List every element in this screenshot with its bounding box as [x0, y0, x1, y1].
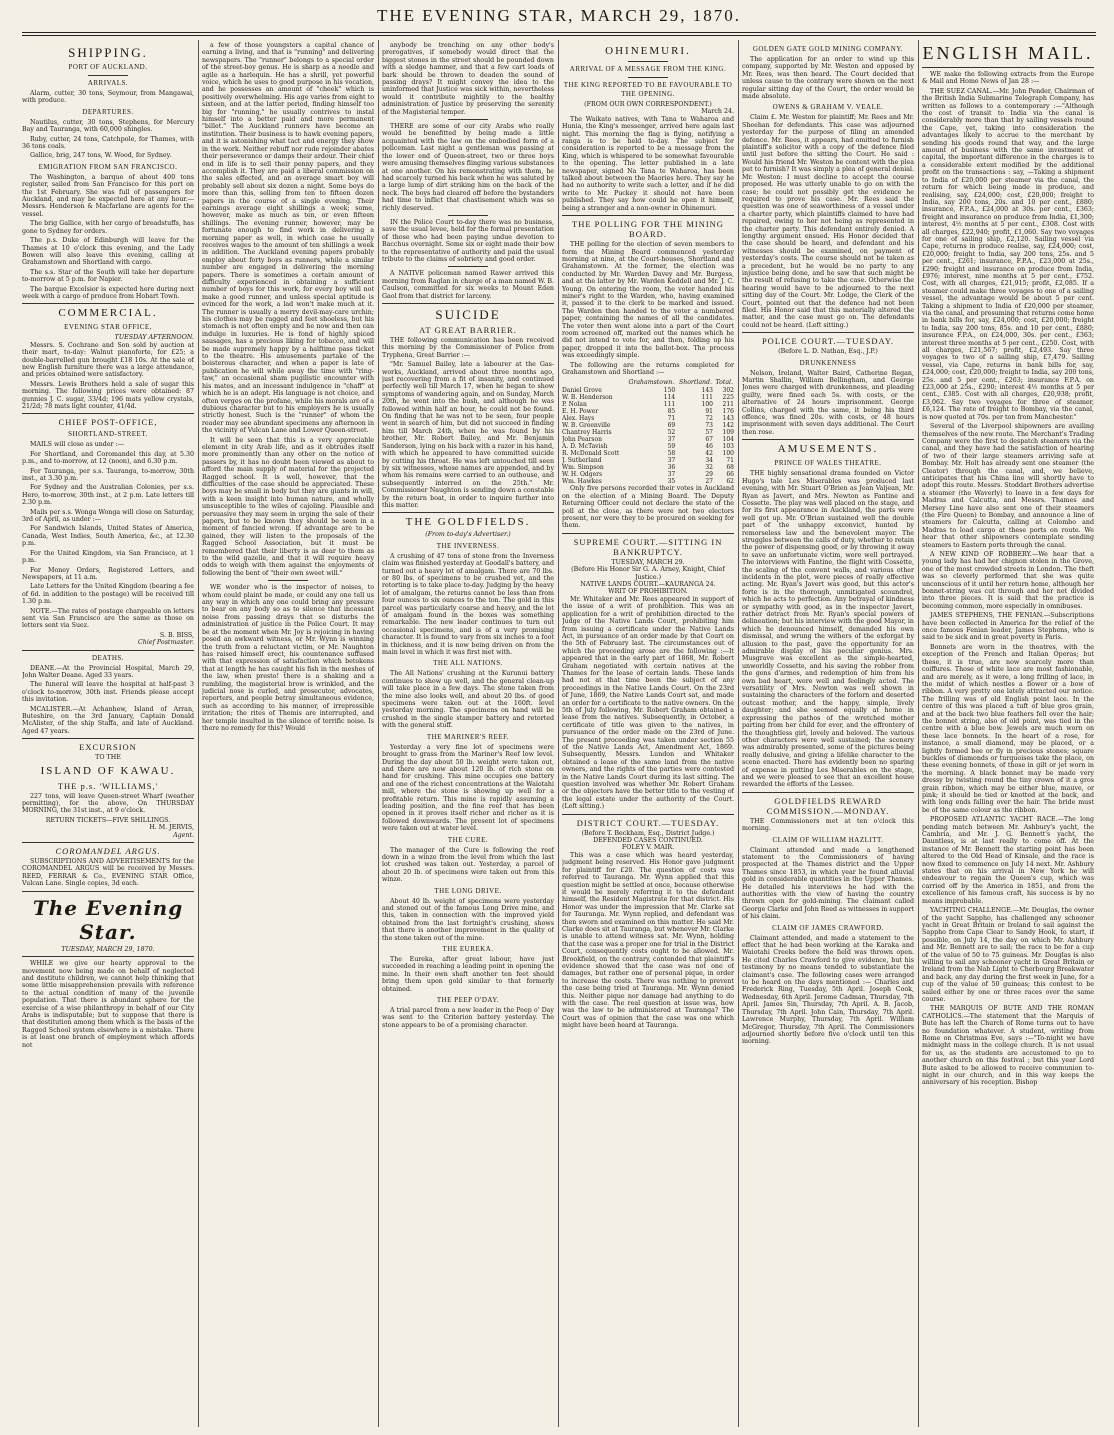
emigration-item: The Washington, a barque of about 400 tons register, sailed from San Francisco for this port on the 1st February. She was full of passengers for Auckland, and may be expected here at any hour.—Messrs. Henderson & Macfarlane are agents for the vessel. — [22, 173, 194, 218]
candidate-name: R. McDonald Scott — [562, 450, 620, 458]
commercial-heading: COMMERCIAL. — [58, 307, 158, 320]
commercial-item: Messrs. S. Cochrane and Son sold by auction at their mart, to-day: Walnut pianoforte, for £25; a double-barrelled gun brought £18 10s. At the sale of new English furniture there was a large attendance, and prices obtained were satisfactory. — [22, 341, 194, 379]
vote-count: 37 — [667, 471, 676, 479]
postmaster-name: S. B. BISS, — [159, 631, 194, 639]
separator — [562, 215, 734, 216]
article-paragraph: anybody be trenching on any other body's prerogatives, if somebody would direct that the biggest stones in the street should be pounded down with a sledge hammer, and that a few cart loads of bark should be thrown to deaden the sound of passing drays? It might convey the idea to the uninformed that Justice was sick within, nevertheless would it contribute mightily to the healthy administration of Justice by preserving the serenity of the Magisterial temper. — [382, 42, 554, 116]
vote-count: 111 — [701, 394, 713, 402]
vote-count: 176 — [722, 408, 734, 416]
english-mail-paragraph: A NEW KIND OF ROBBERY.—We hear that a young lady has had her chignon stolen in the Grove, one of the most crowded streets in London. The theft was so cleverly performed that she was quite unconscious of it until her return home, although her bonnet-string was cut through and her net divided into three pieces. It is said that the practice is becoming common, more especially in omnibuses. — [922, 551, 1094, 610]
vote-count: 71 — [726, 457, 734, 465]
vote-count: 32 — [705, 464, 713, 472]
district-court-text: This was a case which was heard yesterday, judgment being reserved. His Honor gave judgment for plaintiff for £20. The question of costs was referred to Tauranga. Mr. Wynn applied that this question might be settled at once, because otherwise it would be merely referring it to the defendant himself, the Resident Magistrate for that district. His Honor was under the impression that Mr. Clarke sat for Tauranga. Mr. Wynn replied, and defendant was then sworn and examined on this matter. He said Mr. Clarke does sit at Tauranga, but whenever Mr. Clarke is unable to attend witness sat. Mr. Wynn, holding that the case was a proper one for trial in the District Court, consequently costs ought to be allowed. Mr. Brookfield, on the contrary, contended that plaintiff's evidence showed that the case was not one of damages, but rather one of personal pique, in order to increase the costs. There was nothing to prevent the case being tried at Tauranga. Mr. Wynn denied this. Neither pique nor damage had anything to do with the case. The real question at issue was, how was the law to be administered at Tauranga? The Court was of opinion that the case was one which might have been heard at Tauranga. — [562, 851, 734, 1030]
longdrive-text: About 40 lb. weight of specimens were yesterday and stoned out of the famous Long Drive mine, and this, taken in connection with the improved yield obtained from the last fortnight's crushing, shows that there is another improvement in the quality of the stone taken out of the mine. — [382, 897, 554, 942]
english-mail-heading: ENGLISH MAIL. — [922, 43, 1094, 63]
vote-count: 62 — [726, 478, 734, 486]
supreme-court-writ: WRIT OF PROHIBITION. — [608, 588, 688, 596]
postmaster-title: Chief Postmaster. — [137, 639, 194, 647]
vote-count: 37 — [667, 436, 676, 444]
owens-case-text: Claim £. Mr. Weston for plaintiff; Mr. Rees and Mr. Sheehan for defendants. This case was adjourned yesterday for the purpose of filing an amended defence. Mr. Rees, it appears, had omitted to furnish plaintiff's solicitor with a copy of the defence filed until just before the sitting the Court. He said : Would his friend Mr. Weston be content with the plea put to furnish? It was simply a plea of general denial. Mr. Weston: I must decline to accept the course proposed. He was utterly unable to go on with the case; he could not possibly get the evidence he required to prove his case. Mr. Rees said the question was one of seaworthiness of a vessel under a charter party, which plaintiffs claimed to have had repaired, owing to her not being as represented in the charter party. This defendant entirely denied. A lengthy argument ensued. His Honor decided that the case should be heard, and defendant and his witnesses should be examined, on payment of yesterday's costs. The course should not be taken as a precedent, but he would be no party to any injustice being done, and he saw that such might be the result of refusing to take the case. Otherwise the hearing would have to be adjourned to the next sitting day of the Court. Mr. Lodge, the Clerk of the Court, pointed out that the defence had not been filed. His Honor said that this materially altered the matter, and the case must go on. The defendants could not be heard. (Left sitting.) — [742, 114, 914, 329]
article-paragraph: A NATIVE policeman named Rawer arrived this morning from Raglan in charge of a man named W. B. Caulson, committed for six weeks to Mount Eden Gaol from that district for larceny. — [382, 270, 554, 300]
table-header: Shortland. — [678, 379, 712, 387]
post-item: For Sandwich Islands, United States of America, Canada, West Indies, South America, &c., at 12.30 p.m. — [22, 525, 194, 548]
separator — [22, 891, 194, 892]
separator — [382, 512, 554, 513]
vote-count: 71 — [667, 415, 676, 423]
vote-count: 225 — [722, 394, 734, 402]
departure-item: Ruby, cutter, 24 tons, Catchpole, for Thames, with 36 tons coals. — [22, 135, 194, 151]
owens-case-heading: OWENS & GRAHAM V. VEALE. — [772, 103, 884, 112]
crawford-claim-heading: CLAIM OF JAMES CRAWFORD. — [772, 923, 884, 932]
candidate-name: Wm. Hawkes — [562, 478, 602, 486]
ohinemuri-date: March 24. — [701, 108, 734, 116]
departure-item: Nautilus, cutter, 30 tons, Stephens, for Mercury Bay and Tauranga, with 60,000 shingles. — [22, 118, 194, 134]
polling-text: The following are the returns completed for Grahamstown and Shortland :— — [562, 361, 734, 376]
post-item: For Shortland, and Coromandel this day, at 5.30 p.m., and to-morrow, at 12 (noon), and 6.30 p.m. — [22, 450, 194, 466]
supreme-court-case: NATIVE LANDS COURT.—KAURANGA 24. — [580, 581, 716, 589]
allnations-text: The All Nations' crushing at the Kurunui battery continues to show up well, and the general clean-up will take place in a few days. The stone taken from the mine also looks well, and about 20 lbs. of good specimens were taken out at the 160ft. level yesterday morning. The specimens on hand will be crushed in the single stamper battery and retorted with the general stuff. — [382, 670, 554, 730]
emigration-heading: EMIGRATION FROM SAN FRANCISCO. — [38, 162, 178, 171]
crawford-claim-text: Claimant attended, and made a statement to the effect that he had been working at the Karaka and Waiotahi Creeks before the field was thrown open. He cited Charles Crawford to give evidence, but his testimony by no means tended to substantiate the claimant's case. The following cases were arranged to be heard on the days mentioned :— Charles and Frederick Ring, Tuesday, 5th April. Joseph Cook, Wednesday, 6th April. Jerome Cadman, Thursday, 7th April. James Sin, Thursday, 7th April. A. B. Jacob, Thursday, 7th April. John Cain, Thursday, 7th April. Lawrence Murphy, Thursday, 7th April. William McGregor, Thursday, 7th April. The Commissioners adjourned shortly before five o'clock until ten this morning. — [742, 934, 914, 1046]
supreme-court-date: TUESDAY, MARCH 29. — [611, 558, 685, 566]
table-row — [562, 394, 734, 401]
table-row — [562, 401, 734, 408]
table-row — [562, 478, 734, 485]
candidate-name: Alex. Hays — [562, 415, 595, 423]
english-mail-paragraph: WE make the following extracts from the Europe & Mail and Home News of Jan 28 :— — [922, 71, 1094, 86]
separator — [562, 533, 734, 534]
suicide-paragraph: "Mr. Samuel Bailey, late a labourer at the Gas-works, Auckland, arrived about three months ago, just recovering from a fit of insanity, and continued perfectly well till March 17, when he began to show symptoms of wandering again, and on Sunday, March 20th, he went into the bush, and although he was followed within half an hour, he could not be found. On finding that he was not to be seen, four people went in search of him, but did not succeed in finding him till March 24th, when he was found by his brother, Mr. Robert Bailey, and Mr. Benjamin Sanderson, lying on his back with a razor in his hand, with which he appeared to have committed suicide by cutting his throat. He was left untouched till seen by six witnesses, whose names are appended, and by whom his remains were carried to an outhouse, and subsequently interred on the 25th." Mr. Commissioner Naughton is sending down a constable by the return boat, in order to inquire further into this matter. — [382, 361, 554, 509]
vote-count: 109 — [722, 429, 734, 437]
goldfields-source: (From to-day's Advertiser.) — [425, 531, 511, 539]
separator — [448, 266, 488, 267]
english-mail-paragraph: Several of the Liverpool shipowners are availing themselves of the new route. The Merchant's Trading Company were the first to despatch steamers via the canal, and they have had the satisfaction of hearing of two of their large steamers arriving safe at Bombay. Mr. Holt has already sent one steamer (the Cleator) through the canal, and, we believe, anticipates that his China line will shortly have to adopt this route. Messrs. Stoddart Brothers advertise a steamer (the Waverly) to leave in a few days for Madras and Calcutta, and Messrs. Thames and Mersey Line have also sent one of their steamers (the Fire Queen) to Bombay, and announce a line of steamers for Calcutta, calling at Colombo and Madras to load cargo at these ports on route. We hear that other shipowners contemplate sending steamers to Eastern ports through the canal. — [922, 423, 1094, 549]
post-item: NOTE.—The rates of postage chargeable on letters sent via San Francisco are the same as those on letters sent via Suez. — [22, 607, 194, 630]
article-paragraph: THERE are some of our city Arabs who really would be benefitted by being made a little acquainted with the law on the embodied form of a policeman. Last night a gentleman was passing at the lower end of Queen-street, two or three boys were amusing themselves flinging various substances at one another. On his remonstrating with them, he had scarcely turned his back when he was saluted by a large lump of dirt striking him on the back of the neck. The boys had cleared off before the bystanders had time to inflict that chastisement which was so richly deserved. — [382, 123, 554, 212]
vote-count: 302 — [722, 387, 734, 395]
vote-count: 35 — [667, 478, 676, 486]
goldfields-heading: THE GOLDFIELDS. — [405, 516, 531, 529]
vote-count: 46 — [705, 443, 713, 451]
post-item: Mails per s.s. Wonga Wonga will close on Saturday, 3rd of April, as under :— — [22, 508, 194, 524]
table-row — [562, 436, 734, 443]
article-paragraph: IN the Police Court to-day there was no business, save the usual levee, held for the formal presentation of those who had been paying undue devotion to Bacchus overnight. Some six or eight made their bow to the representative of authority and paid the usual tribute to the claims of sobriety and good order. — [382, 218, 554, 263]
column-shipping — [22, 42, 194, 1425]
mariners-text: Yesterday a very fine lot of specimens were brought to grass from the Mariner's Reef low level. During the day about 50 lb. weight were taken out, and there are now about 120 lb. of rich stone on hand for crushing. This mine occupies one battery and one of the richest concentrations at the Waiotahi mill, where the stone is showing up well for a profitable return. This mine is rapidly assuming a leading position, and the fine reef that has been opened in it proves itself richer and richer as it is followed downwards. The present lot of specimens were taken out at water level. — [382, 743, 554, 833]
vote-count: 42 — [705, 450, 713, 458]
cure-text: The manager of the Cure is following the reef down in a winze from the level from which the last lot crushed was taken out. Yesterday, a parcel of about 20 lb. of specimens were taken out from this winze. — [382, 846, 554, 884]
vote-count: 59 — [667, 443, 676, 451]
hazlitt-claim-heading: CLAIM OF WILLIAM HAZLITT. — [772, 835, 884, 844]
masthead-rule-lower — [22, 35, 1096, 36]
separator — [22, 956, 194, 957]
english-mail-paragraph: THE SUEZ CANAL.—Mr. John Pender, Chairman of the British India Submarine Telegraph Company, has written as follows to a contemporary :—"Although the cost of transit to India via the canal is considerably more than that by sailing vessels round the Cape, yet, taking into consideration the advantages likely to accrue to the merchant by sending his goods round that way, and the large amount of business with the same investment of capital, the important difference in the charges is to a considerable extent modified by the additional profit on the transactions : say, —Taking a shipment to India of £20,000 per steamer via the canal, the return for which being made in produce, and realising, say, £24,000; cost, £20,000; freight to India, say 200 tons, 20s. and 10 per cent., £880; insurance, F.P.A., £24,000 at 30s. per cent., £363; freight and insurance on produce from India, £1,300; interest, 4½ months at 5 per cent., £308. Cost with all charges, £22,940; profit, £1,060. Say two voyages for one of sailing ship, £2,120. Sailing vessel via Cape, returns in produce realise, say, £24,000; cost, £20,000; freight to India, say 200 tons, 25s. and 5 per cent., £261; insurance, F.P.A., £23,000 at 25s., £290; freight and insurance on produce from India, £976; interest, nine months at 5 per cent., £752. Cost, with all charges, £21,915; profit, £2,085. If a steamer could make three voyages to one of a sailing vessel, the advantage would be about 5 per cent. Taking a shipment to India of £20,000 per steamer, via the canal, and presuming that returns come home in bank bills for, say, £24,000; cost, £20,000; freight to India, say 200 tons, 85s. and 10 per cent., £880; insurance F.P.A., on £24,000, 30s. per cent., £363; interest three months at 5 per cent., £250. Cost, with all charges, £21,567; profit, £2,493. Say three voyages to two of a sailing ship, £7,479. Sailing vessel, via Cape, returns in bank bills for, say, £24,000; cost, £20,000; freight to India, say 200 tons, 25s. and 5 per cent., £263; insurance F.P.A. on £23,000 at 25s., £290; interest 4½ months at 5 per cent., £385. Cost with all charges, £20,938; profit, £3,062. Say two voyages for three of steamer, £6,124. The rate of freight to Bombay, via the canal, is now quoted at 70s. per ton from Manchester." — [922, 87, 1094, 421]
candidate-name: A. D. McTavish — [562, 443, 608, 451]
district-court-parties: FOLEY V. MAIR. — [621, 844, 675, 852]
article-paragraph: It will be seen that this is a very appreciable element in city Arab life, and as it obtrudes itself more prominently than any other on the notice of passers by, it has no doubt been viewed as about to afford the main supply of material for the projected Ragged school. It is well, however, that the difficulties of the case should be appreciated. These boys may be small in body but they are giants in will, with a keen insight into human nature, and wholly unsusceptible to the wiles of cajoling. Plausible and persuasive they may seem in urging the sale of their papers, but to be known they should be seen in a moment of fancied wrong. If advantage are to be gained, they will listen to the proposals of the Ragged School Association, but it must be remembered that their liberty is as dear to them as to the wild gazelle, and that it will require heavy odds to weigh with them against the enjoyments of following the bent of "their own sweet will." — [202, 436, 374, 577]
death-notice: The funeral will leave the hospital at half-past 3 o'clock to-morrow, 30th inst. Friends please accept this invitation. — [22, 681, 194, 704]
golden-gate-heading: GOLDEN GATE GOLD MINING COMPANY. — [752, 45, 904, 53]
vote-count: 36 — [667, 464, 676, 472]
table-header-row — [562, 378, 734, 387]
vote-count: 66 — [726, 471, 734, 479]
excursion-return: RETURN TICKETS—FIVE SHILLINGS. — [45, 816, 171, 824]
masthead-rule — [22, 32, 1096, 33]
departures-heading: DEPARTURES. — [82, 107, 134, 116]
ohinemuri-heading: OHINEMURI. — [605, 45, 691, 57]
argus-text: SUBSCRIPTIONS AND ADVERTISEMENTS for the COROMANDEL ARGUS will be received by Messrs. REED, FERRAR & Co., EVENING STAR Office, Vulcan Lane. Single copies, 3d each. — [22, 858, 194, 888]
departure-item: Gallice, brig, 247 tons, W. Wood, for Sydney. — [30, 152, 172, 160]
ohinemuri-text: The Waikato natives, with Tana te Waharoa and Hunia, the King's messenger, arrived here again last night. This morning the flag is flying, notifying a ranga is to be held to-day. The subject for consideration is reported to be a message from the King, which is whispered to be somewhat favourable to the opening. The letter published in a late newspaper, signed Na Tana te Waharoa, has been talked about between the Maories here. They say he had no authority to write such a letter, and if he did write to Mr. Puckey it should not have been published. They say how could he open it himself, being a stranger and a non-owner in Ohinemuri. — [562, 115, 734, 212]
candidate-name: John Pearson — [562, 436, 602, 444]
amusements-text: THE highly sensational drama founded on Victor Hugo's tale Les Miserables was produced last evening, with Mr. Stuart O'Brien as Jean Valjean, Mr. Ryan as Javert, and Mrs. Newton as Fantine and Cossette. The play was well placed on the stage, and for its first appearance in Auckland, the parts were well got up. Mr. O'Brian sustained well the double part of the unhappy exconvict, hunted by remorseless law and the benevolent mayor. The struggles between the calls of duty, whether to retain the power of dispensing good, or by throwing it away to save an unfortunate victim, were well portrayed. The interviews with Fantine, the flight with Cossette, the scaling of the convent walls, and various other incidents in the plot, were pieces of really effective acting. Mr. Ryan's Javert was good, but this actor's forte is in the thorough, unmitigated scoundrel, which he acts to perfection. Any betrayal of kindness or sympathy with good, as in the inspector Javert, rather detract from Mr. Ryan's special powers of delineation; but his interview with the good Mayor, in which he denounced himself, demanded his own dismissal, and wrung the withers of the exforgat by allusion to the past, gave the opportunity for an admirable display of his peculiar genius. Mrs. Musgrave was excellent as the simple-hearted, unworldly Cossette, and his saving the robber from the gens d'armes, and redemption of him from his own bad heart, were well and feelingly acted. The versatility of Mrs. Newton was well shown in sustaining the characters of the forlorn and deserted outcast mother, and the happy, simple, lively daughter; and she seemed equally at home in expressing the pathos of the wretched mother parting from her child for ever, and the effrontery of the thoughtless girl, lovely and beloved. The various other characters were well sustained; the scenery was admirably presented, some of the pictures being really delusive, and giving a lifelike character to the scene enacted. There has evidently been no sparing of expense in putting Les Miserables on the stage, and we were pleased to see that an excellent house rewarded the efforts of the Lessee. — [742, 470, 914, 789]
vote-count: 29 — [705, 471, 713, 479]
candidate-name: E. H. Power — [562, 408, 599, 416]
candidate-name: Wm. Simpson — [562, 464, 604, 472]
peep-heading: THE PEEP O'DAY. — [436, 996, 500, 1005]
theatre-heading: PRINCE OF WALES THEATRE. — [774, 459, 882, 468]
separator — [448, 119, 488, 120]
cure-heading: THE CURE. — [447, 835, 489, 844]
reward-commission-text: THE Commissioners met at ten o'clock this morning. — [742, 817, 914, 833]
amusements-heading: AMUSEMENTS. — [777, 443, 879, 456]
table-row — [562, 471, 734, 478]
post-office-heading: CHIEF POST-OFFICE, — [58, 417, 158, 428]
separator — [382, 303, 554, 304]
separator — [22, 738, 194, 739]
district-court-before: (Before T. Beckham, Esq., District Judge.) — [581, 829, 715, 837]
vote-count: 72 — [705, 415, 713, 423]
candidate-name: W. B. Greenville — [562, 422, 611, 430]
column-news — [382, 42, 554, 1425]
table-row — [562, 464, 734, 471]
candidate-name: Daniel Grove — [562, 387, 602, 395]
column-courts-amusements-mail — [922, 42, 1094, 1425]
separator — [22, 650, 194, 651]
separator — [22, 303, 194, 304]
separator — [22, 842, 194, 843]
suicide-subheading: AT GREAT BARRIER. — [419, 325, 517, 335]
table-row — [562, 450, 734, 457]
excursion-agent-title: Agent. — [173, 831, 194, 839]
vote-count: 100 — [722, 450, 734, 458]
polling-text: THE polling for the election of seven members to form the Mining Board commenced yesterday morning at nine, at the Court-houses, Shortland and Grahamstown. At the former, the election was conducted by Mr. Warden Davey and Mr. Burgess, and at the latter by Mr. Warden Keddell and Mr. J. C. Young. On entering the room, the voter handed his miner's right to the Warden, who, having examined it, passed it to the clerk to be marked and issued. The Warden then handed to the voter a numbered paper, containing the names of all the candidates. The voter then went alone into a part of the Court room screened off, marked out the names which he did not intend to vote for, and then, folding up his paper, dropped it into the ballot-box. The process was exceedingly simple. — [562, 241, 734, 360]
vote-count: 104 — [722, 436, 734, 444]
separator — [562, 814, 734, 815]
death-notice: DEANE.—At the Provincial Hospital, March 29, John Walter Deane. Aged 33 years. — [22, 664, 194, 679]
column-ohinemuri-courts — [562, 42, 734, 1425]
english-mail-paragraph: JAMES STEPHENS, THE FENIAN.—Subscriptions have been collected in America for the relief of the once famous Fenian leader, James Stephens, who is said to be sick and in great poverty in Paris. — [922, 612, 1094, 642]
separator — [742, 792, 914, 793]
post-office-subheading: SHORTLAND-STREET. — [68, 430, 148, 439]
vote-count: 37 — [667, 457, 676, 465]
eureka-heading: THE EUREKA. — [442, 945, 494, 954]
argus-heading: COROMANDEL ARGUS. — [55, 846, 161, 857]
ohinemuri-subheading-2: THE KING REPORTED TO BE FAVOURABLE TO THE OPENING. — [563, 81, 733, 98]
police-court-before: (Before L. D. Nathan, Esq., J.P.) — [778, 348, 878, 356]
post-item: For Sydney and the Australian Colonies, per s.s. Hero, to-morrow, 30th inst., at 2 p.m. Late letters till 2.30 p.m. — [22, 484, 194, 507]
excursion-agent-name: H. M. JERVIS, — [149, 824, 194, 832]
suicide-paragraph: THE following communication has been received this morning by the Commissioner of Police from Tryphena, Great Barrier :— — [382, 337, 554, 359]
vote-count: 85 — [667, 408, 676, 416]
column-divider — [738, 40, 739, 1427]
police-court-heading: POLICE COURT.—TUESDAY. — [761, 336, 895, 347]
excursion-island: ISLAND OF KAWAU. — [40, 764, 176, 777]
post-item: For the United Kingdom, via San Francisco, at 1 p.m. — [22, 549, 194, 565]
candidate-name: W. H. Odgers — [562, 471, 603, 479]
page-masthead: THE EVENING STAR, MARCH 29, 1870. — [376, 6, 742, 25]
vote-count: 34 — [705, 457, 713, 465]
column-divider — [198, 40, 199, 1427]
table-row — [562, 415, 734, 422]
vote-count: 73 — [705, 422, 713, 430]
vote-count: 150 — [663, 387, 676, 395]
allnations-heading: THE ALL NATIONS. — [433, 659, 503, 668]
vote-count: 52 — [667, 429, 676, 437]
emigration-item: The barque Excelsior is expected here during next week with a cargo of produce from Hobart Town. — [22, 285, 194, 300]
separator — [922, 67, 1094, 68]
table-header — [562, 378, 624, 387]
excursion-heading: EXCURSION — [79, 742, 137, 753]
date-line: TUESDAY, MARCH 29, 1870. — [61, 945, 155, 953]
vote-count: 143 — [722, 415, 734, 423]
reward-commission-heading: GOLDFIELDS REWARD COMMISSION.—MONDAY. — [766, 795, 890, 816]
column-courts-amusements — [742, 42, 914, 1425]
article-paragraph: WE wonder who is the inspector of noises, to whom could plaint be made, or could any one tell us any way in which any one could bring any pressure to bear on any body so as to silence that incessant noise from passing drays that so disturbs the administration of justice in the Police Court. It may be at the moment when Mr. Joy is rejoicing in having posed an awkward witness, or Mr. Wynn is winning the truth from a reluctant victim, or Mr. Naughton has raised himself erect, his countenance suffused with that expression of satisfaction which betokens that at length he has caught his fish in the meshes of the law, when presto! there is a shaking and a rumbling, the magisterial brow is wrinkled, and the judicial nose is curled, and prosecutor, advocates, reporters, and people betray simultaneous evidence, such as according to his manner, of irrepressible irritation; the rites of Themis are interrupted, and her temple insulted in the silence of terrific noise. Is there no remedy for this? Would — [202, 584, 374, 732]
vote-count: 103 — [722, 443, 734, 451]
excursion-text: 227 tons, will leave Queen-street Wharf (weather permitting), for the above, On THURSDAY MORNING, the 31st inst., at 9 o'clock. — [22, 792, 194, 815]
death-notice: MCALISTER.—At Achanhew, Island of Arran, Buteshire, on the 3rd January, Captain Donald McAlister, of the ship Staffa, and late of Auckland. Aged 47 years. — [22, 705, 194, 735]
eureka-text: The Eureka, after great labour, have just succeeded in reaching a leading point in opening the mine. In their own shaft another ten feet should bring them upon gold similar to that formerly obtained. — [382, 956, 554, 993]
polling-heading: THE POLLING FOR THE MINING BOARD. — [572, 219, 724, 240]
suicide-heading: SUICIDE — [435, 307, 501, 322]
leader-article: WHILE we give our hearty approval to the movement now being made on behalf of neglected and destitute children, we cannot help thinking that some little misapprehension prevails with reference to the actual condition of many of the juvenile population. That there is abundant sphere for the exercise of a wise philanthropy in behalf of our City Arabs is indisputable; but to suppose that there is that destitution among them which is the basis of the Ragged School system elsewhere is a mistake. There is at least one branch of employment which affords not — [22, 960, 194, 1049]
english-mail-paragraph: Bonnets are worn in the theatres, with the exception of the French and Italian Operas; but these, it is true, are now scarcely more than coiffures. Those of white lace are most fashionable, and are merely, as it were, a long frilling of lace, in the midst of which nestles a flower or a bow of ribbon. A very pretty one lately attracted our notice. The frilling was of old English point lace. In the centre of this was placed a tuft of blue gros grain, and at the back two blue feathers fell over the hair; the bonnet string, also of old point, was tied in the centre with a blue bow. Jewels are much worn on these lace bonnets. In the heart of a rose, for instance, a small diamond, may be placed, or a lightly formed bee or fly in precious stones; square buckles of diamonds or turquoises take the place, on these evening bonnets, of those in gilt or jet worn in the morning. A black bonnet may be made very dressy by twisting round the tiny crown of it a gros grain ribbon, which may be either blue, mauve, or pink; it should be tied or knotted at the back, and with long ends falling over the hair. The bride must be of the same colour as the ribbon. — [922, 643, 1094, 814]
candidate-name: W. B. Henderson — [562, 394, 613, 402]
supreme-court-before: (Before His Honor Sir G. A. Arney, Knight, Chief Justice.) — [571, 566, 725, 581]
post-item: Late Letters for the United Kingdom (bearing a fee of 6d. in addition to the postage) will be received till 1.30 p.m. — [22, 583, 194, 606]
table-row — [562, 443, 734, 450]
separator — [22, 413, 194, 414]
peep-text: A trial parcel from a new leader in the Peep o' Day was sent to the Criterion battery yesterday. The stone appears to be of a promising character. — [382, 1007, 554, 1029]
ohinemuri-correspondent: (FROM OUR OWN CORRESPONDENT.) — [584, 101, 712, 108]
separator — [742, 439, 914, 440]
ohinemuri-subheading: ARRIVAL OF A MESSAGE FROM THE KING. — [569, 65, 727, 73]
post-item: MAILS will close as under :— — [30, 441, 124, 449]
arrivals-heading: ARRIVALS. — [87, 79, 129, 87]
candidate-name: J. Sutherland — [562, 457, 602, 465]
post-item: For Tauranga, per s.s. Tauranga, to-morrow, 30th inst., at 3.30 p.m. — [22, 467, 194, 483]
separator — [448, 215, 488, 216]
table-header: Total. — [715, 379, 733, 387]
vote-count: 142 — [722, 422, 734, 430]
hazlitt-claim-text: Claimant attended and made a lengthened statement to the Commissioners of having prospected at the Thames district and the Upper Thames since 1853, in which year he found alluvial gold in considerable quantities in the Upper Thames. He detailed his interviews he had with the authorities with the view of having the country thrown open for gold-mining. The claimant called George Clarke and John Reed as witnesses in support of his claim. — [742, 846, 914, 921]
table-row — [562, 429, 734, 436]
separator — [628, 61, 668, 62]
inverness-heading: THE INVERNESS. — [436, 541, 500, 550]
vote-count: 143 — [701, 387, 713, 395]
separator — [88, 75, 128, 76]
vote-count: 211 — [722, 401, 734, 409]
supreme-court-text: Mr. Whitaker and Mr. Rees appeared in support of the issue of a writ of prohibition. This was an application for a writ of prohibition directed to the Judge of the Native Lands Court, prohibiting him from issuing a certificate under the Native Lands Act, in pursuance of an order made by that Court on the 5th of February last. The circumstances out of which the proceeding arose are the following :—It appeared that in the early part of 1868, Mr. Robert Graham negotiated with certain natives at the Thames for the lease of certain lands. These lands had not at that time been the subject of any proceedings in the Native Lands Court. On the 23rd of June, 1869, the Native Lands Court sat, and made an order for a certificate to the native owners. On the 5th of July following, Mr. Robert Graham obtained a lease from the natives. Subsequently, in October, a certificate of title was given to the natives, in pursuance of the order made on the 23rd of June. The present proceeding was taken under section 55 of the Native Lands Act, Amendment Act, 1869. Subsequently, Messrs. Lundon and Whitaker obtained a lease of the same land from the native owners, and the rights of the parties were contested in the Native Lands Court during its last sitting. The question involved was whether Mr. Robert Graham or the objectors have the better title to the vesting of the legal estate under the authority of the Court. (Left sitting.) — [562, 595, 734, 811]
supreme-court-heading: SUPREME COURT.—SITTING IN BANKRUPTCY. — [573, 536, 723, 557]
vote-count: 69 — [667, 422, 676, 430]
district-court-case: DEFENDED CASES CONTINUED. — [593, 837, 703, 845]
emigration-item: The s.s. Star of the South will take her departure to-morrow at 5 p.m. for Napier. — [22, 268, 194, 284]
column-divider — [918, 40, 919, 1427]
separator — [628, 77, 668, 78]
excursion-to: TO THE — [95, 754, 121, 762]
english-mail-paragraph: THE MARQUIS OF BUTE AND THE ROMAN CATHOLICS.—The statement that the Marquis of Bute has left the Church of Rome turns out to have no foundation whatever. A student, writing from Rome on Christmas Eve, says :—"To-night we have midnight mass in the college church. It is not usual for us, as the students are accustomed to go to another church on this festival ; but this year Lord Bute asked to be allowed to receive communion to-night in our church, and in this way keeps the anniversary of his reception. Bishop — [922, 1005, 1094, 1087]
deaths-heading: DEATHS. — [91, 653, 125, 662]
english-mail-paragraph: YACHTING CHALLENGE.—Mr. Douglas, the owner of the yacht Sappho, has challenged any schooner yacht in Great Britain or Ireland to sail against the Sappho from Cape Clear to Sandy Hook, to start, if possible, on July 14, the day on which Mr. Ashbury and Mr. Bennett are to sail; the race to be for a cup of the value of 50 to 75 guineas. Mr. Douglas is also willing to sail any schooner yacht in Great Britain or Ireland from the Nab Light to Cherbourg Breakwater and back, any day during the first week in June, for a cup of the value of 50 guineas; this contest to be sailed either by one or three races over the same course. — [922, 907, 1094, 1003]
column-divider — [378, 40, 379, 1427]
police-court-text: Nelson, Ireland, Walter Baird, Catherine Regan, Martin Shallin, William Bellingham, and George Jones were charged with drunkenness, and pleading guilty, were fined each 5s. with costs, or the alternative of 24 hours imprisonment. George Collins, charged with the same, it being his third offence, was fined 20s. with costs, or 48 hours imprisonment with seven days additional. The Court then rose. — [742, 369, 914, 436]
polling-after-text: Only five persons recorded their votes in Auckland on the election of a Mining Board. The Deputy Returning Officer could not declare the state of the poll at the close, as there were not two electors present, nor were they to be procured on seeking for them. — [562, 485, 734, 530]
emigration-item: The p.s. Duke of Edinburgh will leave for the Thames at 10 o'clock this evening, and the Lady Bowen will also leave this evening, calling at Grahamstown and Shortland with cargo. — [22, 237, 194, 267]
mariners-heading: THE MARINER'S REEF. — [426, 732, 510, 741]
arrivals-text: Alarm, cutter, 30 tons, Seymour, from Mangawai, with produce. — [22, 90, 194, 105]
vote-count: 67 — [705, 436, 713, 444]
poll-results-table — [562, 378, 734, 485]
commercial-item: Messrs. Lewis Brothers held a sale of sugar this morning. The following prices were obtained: 87 gunnies J. C. sugar, 33/4d; 196 mats yellow crystals, 21/2d; 78 mats light counter, 41/4d. — [22, 380, 194, 410]
table-header: Grahamstown. — [628, 379, 675, 387]
vote-count: 111 — [663, 401, 676, 409]
article-paragraph: a few of those youngsters a capital chance of earning a living, and that is "running" and delivering newspapers. The "runner" belongs to a special order of the street-boy genus. He is sharp as a needle and agile as a harlequin. He has a shrill, yet powerful voice, which he uses to good purpose in his vocation, and he possesses an amount of "cheek" which is positively overwhelming. His age varies from eight to sixteen, and at the latter period, finding himself too big for "running," he usually contrives to instal himself into a better paid and more permanent "billet." The Auckland runners have become an institution. Their business is to hawk evening papers, and it is astonishing what tact and energy they show in the work. Neither rebuff nor rude rejoinder abates their perseverance or damps their ardour. Their chief end in life is to sell their penny papers, and they accomplish it. They are paid a liberal commission on the sales effected, and an average smart boy will probably sell about six dozen a night. Some boys do more than this, selling from ten to fifteen dozen papers in the course of a single evening. Their earnings average eight shillings a week; some, however, make as much as ten, or even fifteen shillings. The evening runner, however, may be fortunate enough to find work in delivering a morning paper as well, in which case he usually receives wages to the amount of ten shillings a week in addition. The Auckland evening papers probably employ about forty boys as runners, while a similar number are engaged in delivering the morning papers. There is sometimes a certain amount of difficulty experienced in obtaining a sufficient number of boys for this work, for every boy will not make a good runner, and unless special aptitude is evinced for the work, a lad won't make much at it. The runner is usually a merry devil-may-care urchin; his clothes may be ragged and feet shoeless, but his stomach is not often empty and he now and then can indulge in luxuries. He is fond of highly spiced sausages, has a precious liking for tobacco, and will be made supremely happy by a halftime pass ticket to the theatre. His amusements partake of the boisterous character, and when a paper is late of publication he will while away the time with "ring-taw," an occasional sham pugilistic encounter with his mates, and an incessant indulgence in "chaff" at which he is an adept. His language is not choice, and often verges on the profane, while his morals are of a dubious character but to his employers he is usually strictly honest. Such is the "runner" of whom the reader may see abundant specimens any afternoon in the vicinity of Vulcan Lane and Lower Queen-street. — [202, 42, 374, 435]
table-row — [562, 408, 734, 415]
police-court-subheading: DRUNKENNESS — [799, 358, 857, 367]
vote-count: 58 — [667, 450, 676, 458]
vote-count: 100 — [701, 401, 713, 409]
separator — [268, 580, 308, 581]
post-item: For Money Orders, Registered Letters, and Newspapers, at 11 a.m. — [22, 566, 194, 581]
candidate-name: Chantrey Harris — [562, 429, 612, 437]
district-court-heading: DISTRICT COURT.—TUESDAY. — [576, 817, 720, 828]
english-mail-paragraph: PROPOSED ATLANTIC YACHT RACE.—The long pending match between Mr. Ashbury's yacht, the Cambria, and Mr. J. G. Bennett's yacht, the Dauntless, is at last really to come off. At the instance of Mr. Bennett the starting point has been altered to the Old Head of Kinsale, and the race is now fixed to commence on July 14 next. Mr. Ashbury states that on his arrival in New York he will endeavour to regain the Queen's cup, which was carried off by the America in 1851, and from the excellence of his famous craft, his success is by no means improbable. — [922, 816, 1094, 905]
vote-count: 27 — [705, 478, 713, 486]
table-row — [562, 387, 734, 394]
inverness-text: A crushing of 47 tons of stone from the Inverness claim was finished yesterday at Goodall's battery, and turned out a heavy lot of amalgam. There are 70 lbs. or 80 lbs. of specimens to be crushed yet, and the retorting is to take place to-day. Judging by the heavy lot of amalgam, the returns cannot be less than from four ounces to six ounces to the ton. The gold in this parcel was particularly coarse and heavy, and the lot of amalgam found in the boxes was something remarkable. The new leader continues to turn out occasional specimens, and is of a very promising character. It is found to vary from six inches to a foot in thickness, and it is now being driven on from the main level in which it was first met with. — [382, 552, 554, 657]
table-row — [562, 422, 734, 429]
column-divider — [558, 40, 559, 1427]
vote-count: 68 — [726, 464, 734, 472]
excursion-ship: THE p.s. 'WILLIAMS,' — [57, 780, 159, 791]
longdrive-heading: THE LONG DRIVE. — [434, 886, 502, 895]
emigration-item: The brig Gallice, with her cargo of breadstuffs, has gone to Sydney for orders. — [22, 220, 194, 235]
candidate-name: P. Nolan — [562, 401, 587, 409]
vote-count: 91 — [705, 408, 713, 416]
column-leader-continued — [202, 42, 374, 1425]
shipping-heading: SHIPPING. — [68, 45, 148, 60]
table-row — [562, 457, 734, 464]
vote-count: 57 — [705, 429, 713, 437]
port-heading: PORT OF AUCKLAND. — [68, 63, 148, 71]
evening-star-title: The Evening Star. — [32, 895, 184, 944]
office-subheading: TUESDAY AFTERNOON. — [114, 334, 194, 342]
golden-gate-text: The application for an order to wind up this company, supported by Mr. Weston and opposed by Mr. Rees, was then heard. The Court decided that unless cause to the contrary were shown on the next regular sitting day of the Court, the order would be made absolute. — [742, 56, 914, 101]
vote-count: 114 — [663, 394, 676, 402]
office-heading: EVENING STAR OFFICE, — [64, 323, 152, 332]
separator — [742, 332, 914, 333]
